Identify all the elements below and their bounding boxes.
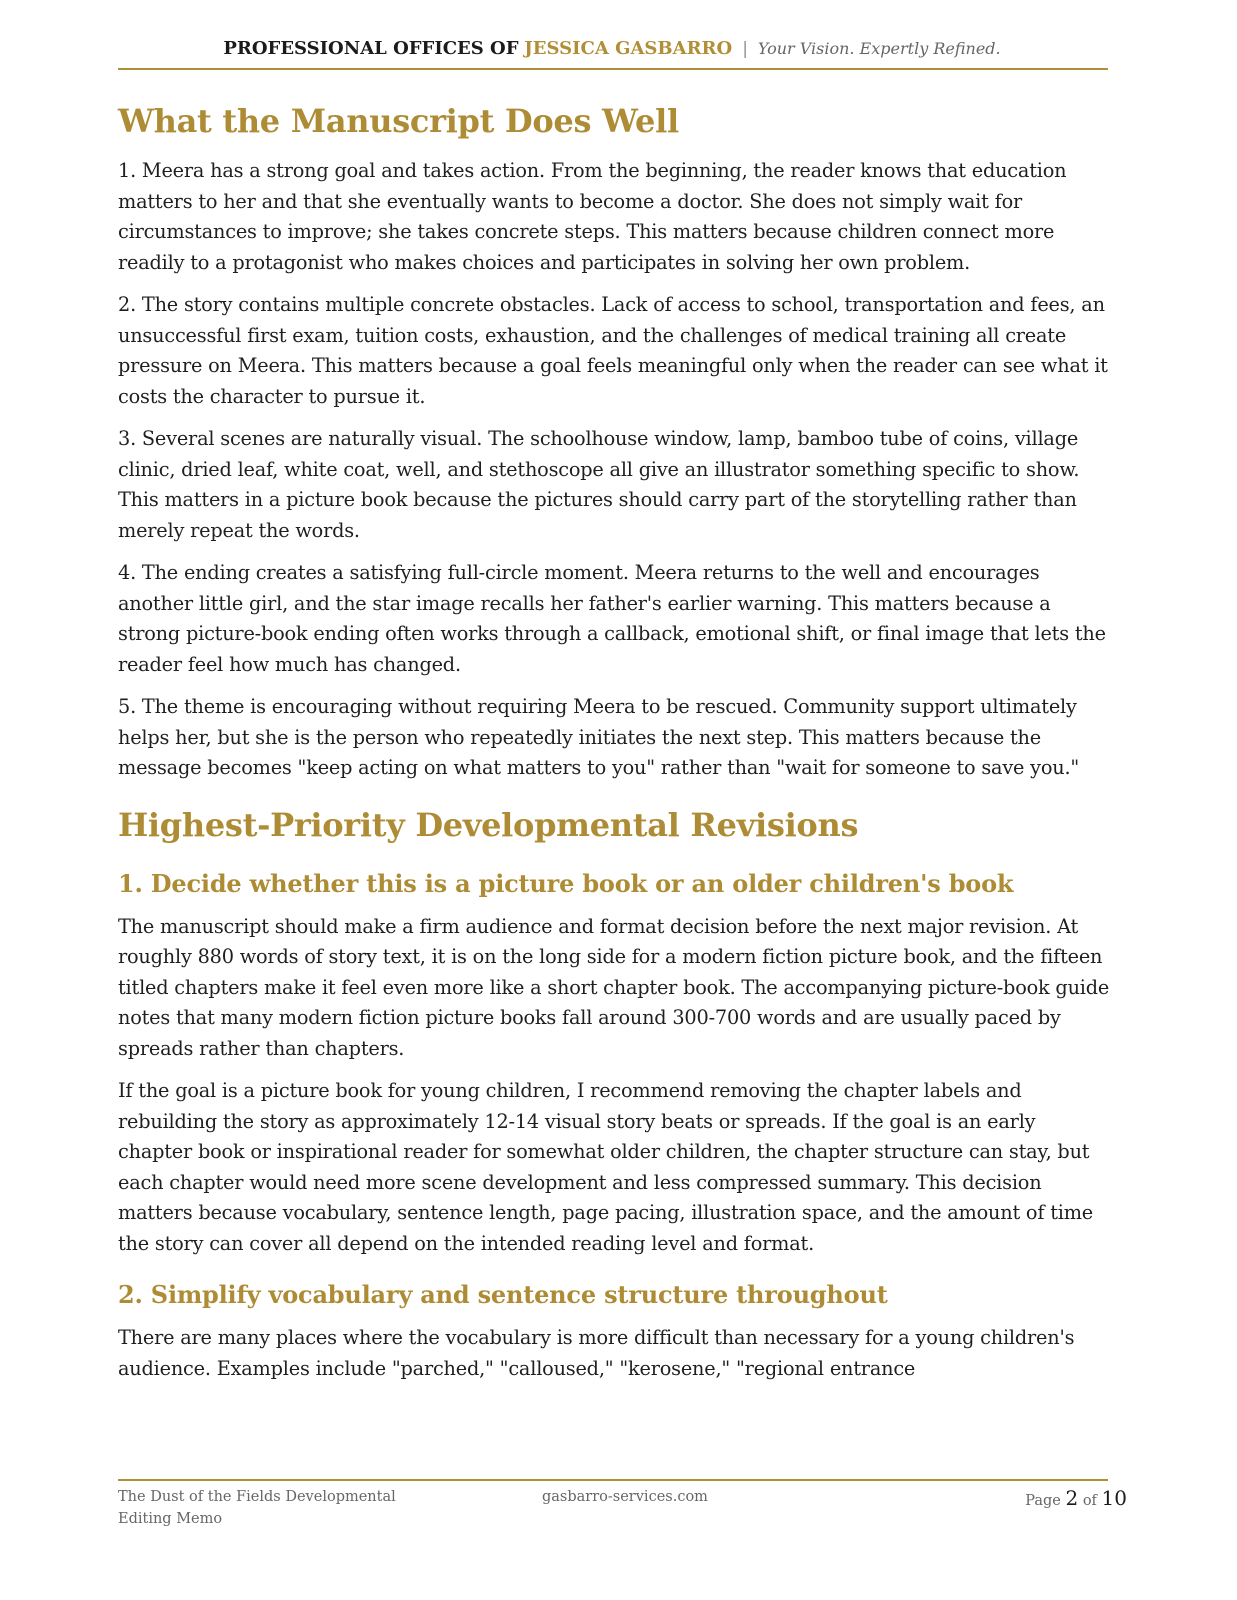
footer-page-indicator xyxy=(1025,1486,1127,1513)
revision-1-paragraph-1: The manuscript should make a firm audience and format decision before the next major revision. At roughly 880 words of story text, it is on the long side for a modern fiction picture book, and the fifteen titled chapters make it feel even more like a short chapter book. The accompanying picture-book guide notes that many modern fiction picture books fall around 300-700 words and are usually paced by spreads rather than chapters. xyxy=(118,914,1110,1060)
section-heading-strengths: What the Manuscript Does Well xyxy=(118,102,679,140)
page-header xyxy=(118,36,1106,62)
revision-2-paragraph-1: There are many places where the vocabulary is more difficult than necessary for a young children's audience. Examples include "parched," "calloused," "kerosene," "regional entrance xyxy=(118,1326,1075,1380)
footer-divider xyxy=(118,1479,1108,1481)
revision-heading-2: 2. Simplify vocabulary and sentence structure throughout xyxy=(118,1280,888,1309)
header-owner-name: JESSICA GASBARRO xyxy=(524,38,733,59)
revision-1-paragraph-2: If the goal is a picture book for young children, I recommend removing the chapter labels and rebuilding the story as approximately 12-14 visual story beats or spreads. If the goal is an early chapter book or inspirational reader for somewhat older children, the chapter structure can stay, but each chapter would need more scene development and less compressed summary. This decision matters because vocabulary, sentence length, page pacing, illustration space, and the amount of time the story can cover all depend on the intended reading level and format. xyxy=(118,1079,1094,1255)
strength-paragraph-3: 3. Several scenes are naturally visual. The schoolhouse window, lamp, bamboo tube of coins, village clinic, dried leaf, white coat, well, and stethoscope all give an illustrator something specific to show. This matters in a picture book because the pictures should carry part of the storytelling rather than merely repeat the words. xyxy=(118,427,1080,542)
footer-document-title: The Dust of the Fields Developmental Editing Memo xyxy=(118,1489,396,1527)
footer-website: gasbarro-services.com xyxy=(542,1489,708,1505)
page-current: 2 xyxy=(1065,1486,1079,1510)
header-tagline: Your Vision. Expertly Refined. xyxy=(757,39,1001,58)
memo-body xyxy=(118,100,1110,1396)
header-separator: | xyxy=(742,39,748,59)
strength-paragraph-2: 2. The story contains multiple concrete obstacles. Lack of access to school, transportation and fees, an unsuccessful first exam, tuition costs, exhaustion, and the challenges of medical training all create pressure on Meera. This matters because a goal feels meaningful only when the reader can see what it costs the character to pursue it. xyxy=(118,293,1108,408)
strength-paragraph-1: 1. Meera has a strong goal and takes action. From the beginning, the reader knows that education matters to her and that she eventually wants to become a doctor. She does not simply wait for circumstances to improve; she takes concrete steps. This matters because children connect more readily to a protagonist who makes choices and participates in solving her own problem. xyxy=(118,159,1067,274)
header-firm-prefix: PROFESSIONAL OFFICES OF xyxy=(223,38,519,59)
page-of-label: of xyxy=(1082,1493,1097,1509)
strength-paragraph-5: 5. The theme is encouraging without requiring Meera to be rescued. Community support ultimately helps her, but she is the person who repeatedly initiates the next step. This matters because the message becomes "keep acting on what matters to you" rather than "wait for someone to save you." xyxy=(118,695,1080,779)
revision-heading-1: 1. Decide whether this is a picture book or an older children's book xyxy=(118,868,1014,898)
strength-paragraph-4: 4. The ending creates a satisfying full-circle moment. Meera returns to the well and encourages another little girl, and the star image recalls her father's earlier warning. This matters because a strong picture-book ending often works through a callback, emotional shift, or final image that lets the reader feel how much has changed. xyxy=(118,561,1106,676)
page-total: 10 xyxy=(1101,1486,1127,1510)
page-label: Page xyxy=(1025,1493,1061,1509)
section-heading-revisions: Highest-Priority Developmental Revisions xyxy=(118,805,859,844)
header-divider xyxy=(118,68,1108,70)
